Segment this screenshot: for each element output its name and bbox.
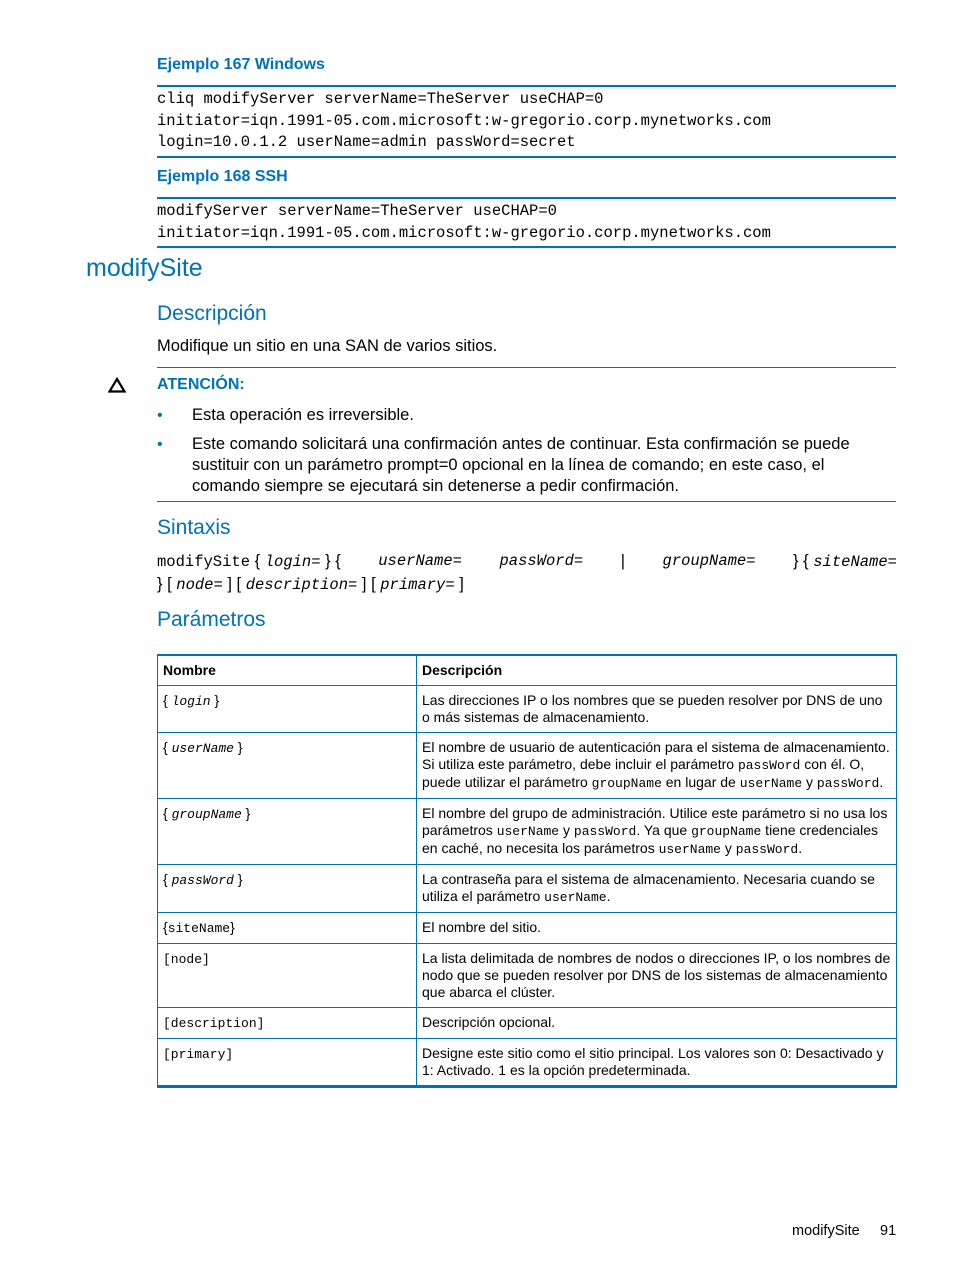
syntax-line: modifySite { login= } { userName= passWord= | groupName= } { siteName= } [ node= ] [ description= ] [ primary= ] [157,552,897,594]
table-row [158,1039,897,1087]
param-name-cell: { groupName } [158,799,417,865]
table-row [158,865,897,913]
description-heading: Descripción [157,302,267,325]
param-name-cell: { passWord } [158,865,417,913]
caution-bullet-2-text: Este comando solicitará una confirmación antes de continuar. Esta confirmación se puede sustituir con un parámetro prompt=0 opcional en la línea de comando; en este caso, el comando siempre se ejecutará sin detenerse a pedir confirmación. [192,435,850,495]
example-167-code: cliq modifyServer serverName=TheServer useCHAP=0 initiator=iqn.1991-05.com.microsoft:w-gregorio.corp.mynetworks.com login=10.0.1.2 userName=admin passWord=secret [157,85,896,158]
param-desc-cell: La lista delimitada de nombres de nodos o direcciones IP, o los nombres de nodo que se pueden resolver por DNS de los sistemas de almacenamiento que abarca el clúster. [417,944,897,1008]
caution-bullet-1 [157,405,896,426]
caution-top-rule [157,367,896,368]
param-sitename: siteName [167,921,231,936]
param-node: [node] [163,952,210,967]
param-name-cell [158,1039,417,1087]
param-desc-cell: Designe este sitio como el sitio principal. Los valores son 0: Desactivado y 1: Activado. 1 es la opción predeterminada. [417,1039,897,1087]
syntax-groupname: groupName= [662,552,756,570]
param-desc-cell: Las direcciones IP o los nombres que se pueden resolver por DNS de uno o más sistemas de almacenamiento. [417,686,897,733]
section-title: modifySite [86,254,203,282]
caution-bottom-rule [157,501,896,502]
table-row [158,733,897,799]
footer-page-number: 91 [880,1223,897,1239]
param-desc-cell: El nombre del sitio. [417,913,897,944]
param-desc-cell: La contraseña para el sistema de almacenamiento. Necesaria cuando se utiliza el parámetro userName. [417,865,897,913]
table-header-row [158,655,897,686]
table-row [158,1008,897,1039]
caution-bullet-2 [157,434,896,497]
param-groupname: groupName [171,807,242,822]
param-name-cell: { login } [158,686,417,733]
example-168-code: modifyServer serverName=TheServer useCHAP=0 initiator=iqn.1991-05.com.microsoft:w-gregorio.corp.mynetworks.com [157,197,896,248]
caution-triangle-icon [108,377,126,393]
param-name-cell [158,944,417,1008]
column-header-description: Descripción [417,655,897,686]
param-desc-cell: El nombre de usuario de autenticación para el sistema de almacenamiento. Si utiliza este parámetro, debe incluir el parámetro passWord con él. O, puede utilizar el parámetro groupName en lugar de userName y passWord. [417,733,897,799]
syntax-login: login= [264,553,321,571]
table-row [158,799,897,865]
param-name-cell [158,1008,417,1039]
syntax-primary: primary= [380,576,455,594]
caution-bullet-1-text: Esta operación es irreversible. [192,406,414,424]
bullet-dot: • [157,436,163,453]
syntax-password: passWord= [499,552,584,570]
syntax-node: node= [176,576,223,594]
example-168-title: Ejemplo 168 SSH [157,168,288,185]
example-167-title: Ejemplo 167 Windows [157,56,325,73]
caution-label: ATENCIÓN: [157,376,245,393]
table-row [158,686,897,733]
parameters-heading: Parámetros [157,608,266,631]
param-login: login [171,694,211,709]
param-name-cell: {siteName} [158,913,417,944]
column-header-name: Nombre [158,655,417,686]
description-text: Modifique un sitio en una SAN de varios sitios. [157,337,498,355]
bullet-dot: • [157,407,163,424]
param-desc-cell: El nombre del grupo de administración. Utilice este parámetro si no usa los parámetros userName y passWord. Ya que groupName tiene credenciales en caché, no necesita los parámetros userName y passWord. [417,799,897,865]
param-desc-cell: Descripción opcional. [417,1008,897,1039]
syntax-sitename: siteName= [813,553,897,571]
param-password: passWord [171,873,234,888]
syntax-description: description= [245,576,358,594]
table-row [158,913,897,944]
param-name-cell: { userName } [158,733,417,799]
param-username: userName [171,741,234,756]
table-row [158,944,897,1008]
syntax-command: modifySite [157,553,251,571]
parameters-table [157,654,897,1088]
param-primary: [primary] [163,1047,234,1062]
syntax-heading: Sintaxis [157,516,231,539]
param-description: [description] [163,1016,265,1031]
syntax-username: userName= [378,552,462,570]
footer-section-name: modifySite [792,1223,860,1239]
